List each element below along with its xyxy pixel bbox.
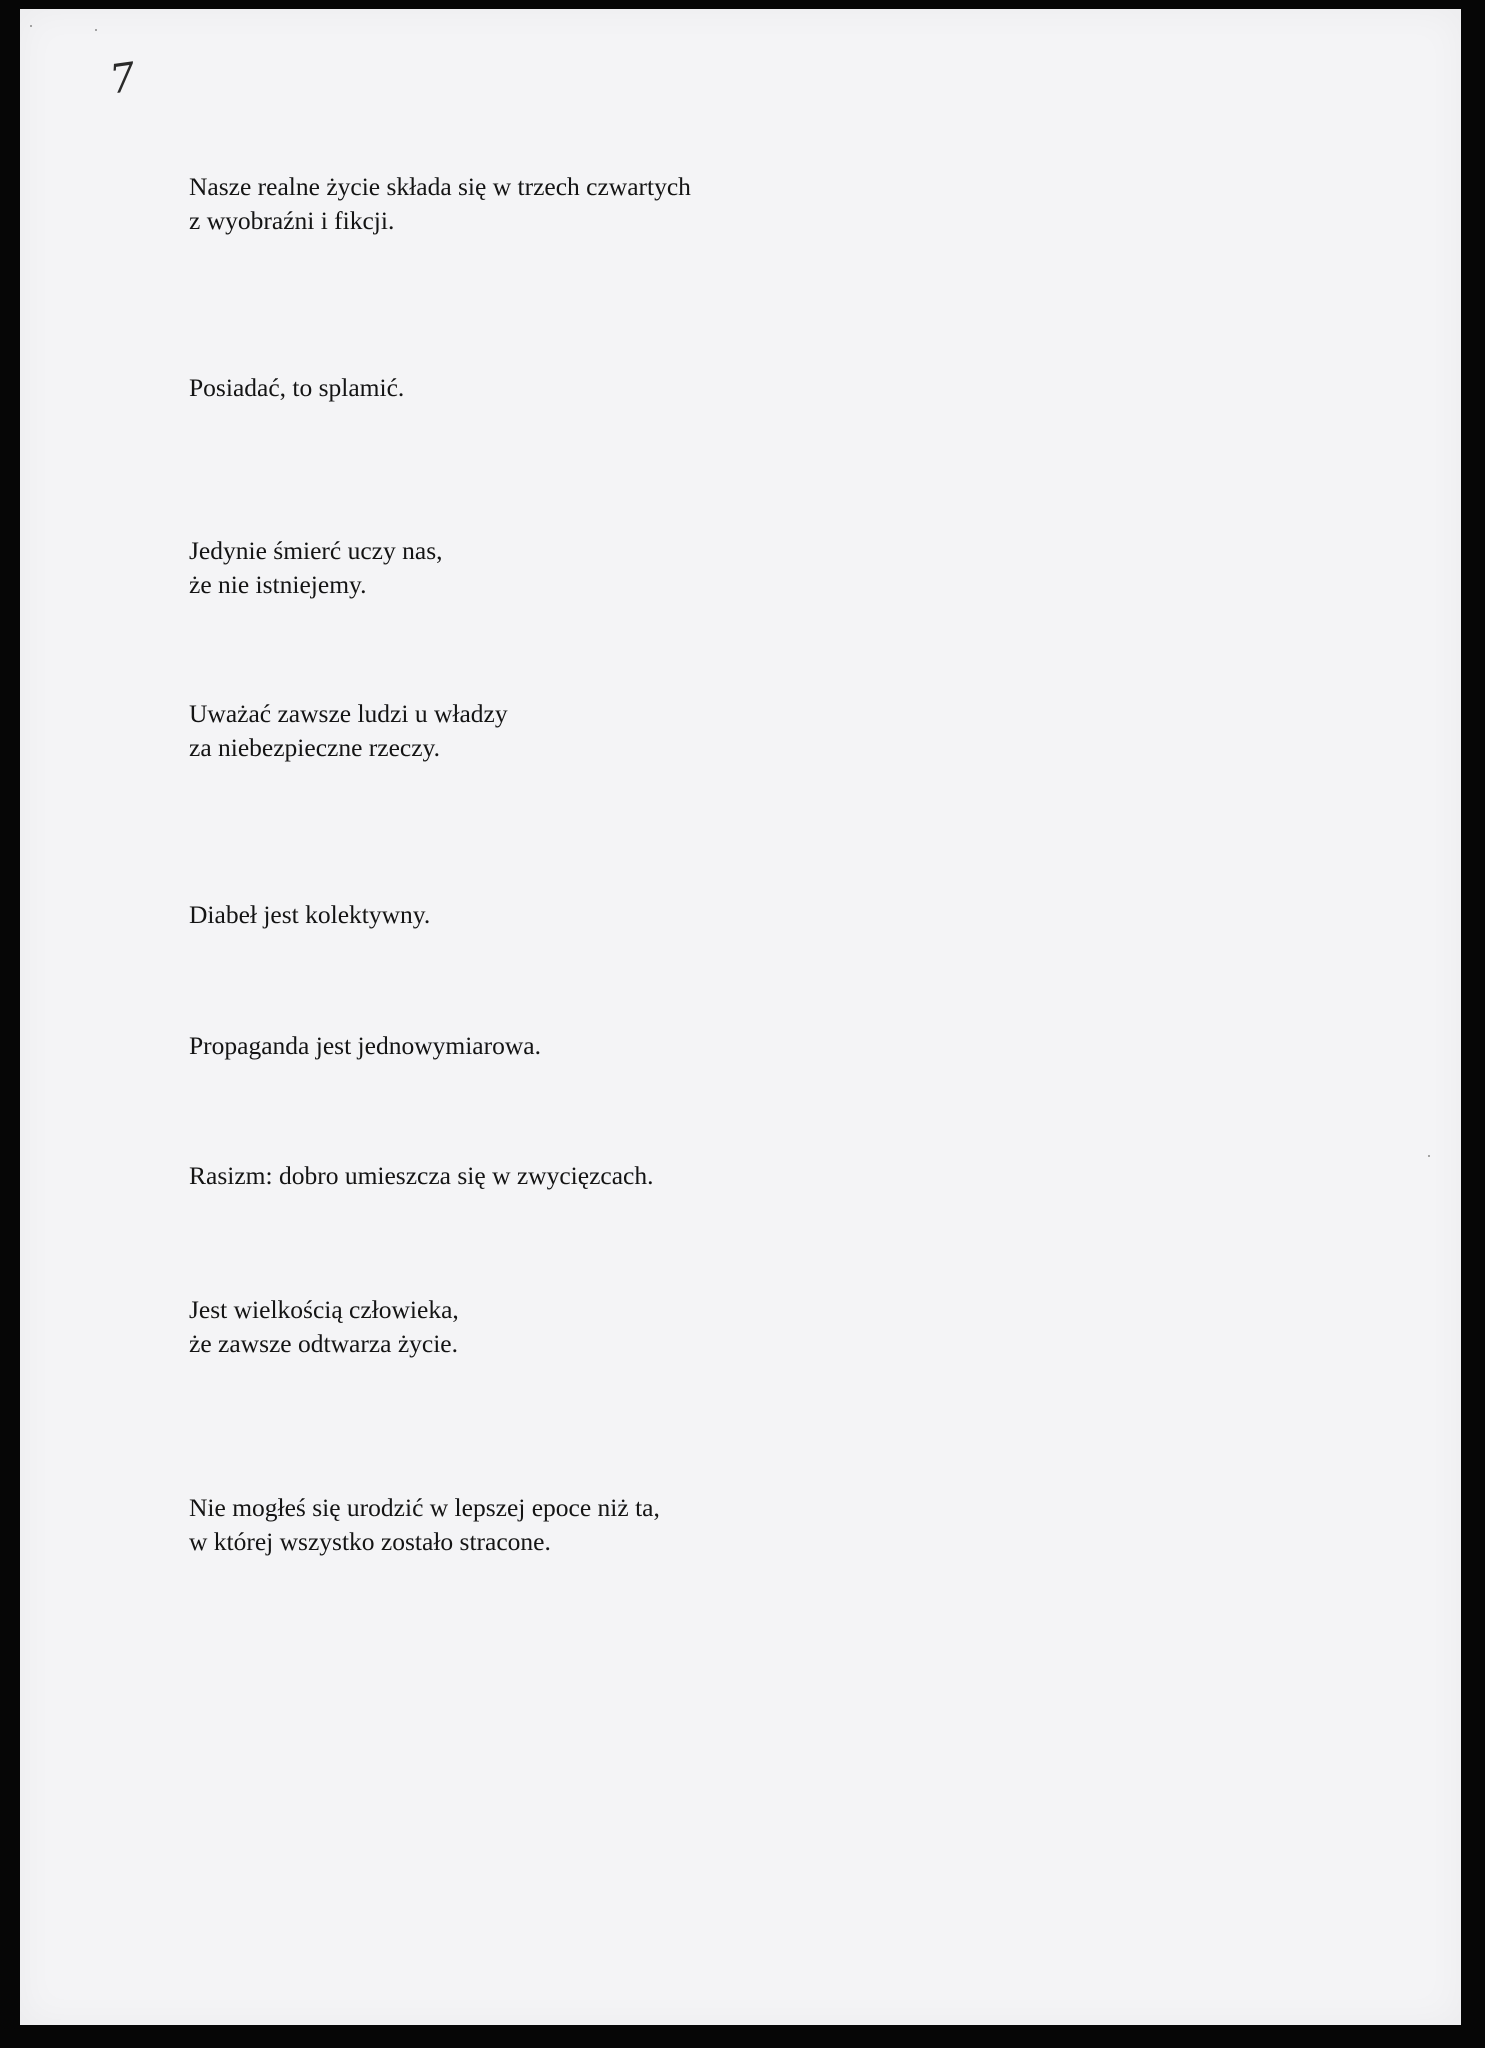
aphorism-line: w której wszystko zostało stracone. bbox=[189, 1527, 551, 1556]
aphorism-7 bbox=[189, 1159, 653, 1193]
aphorism-line: Diabeł jest kolektywny. bbox=[189, 900, 431, 929]
aphorism-8 bbox=[189, 1293, 459, 1361]
aphorism-line: że nie istniejemy. bbox=[189, 570, 367, 599]
aphorism-line: Jest wielkością człowieka, bbox=[189, 1295, 459, 1324]
aphorism-5 bbox=[189, 898, 430, 932]
aphorism-line: Uważać zawsze ludzi u władzy bbox=[189, 699, 508, 728]
dust-speck bbox=[30, 25, 32, 27]
aphorism-line: za niebezpieczne rzeczy. bbox=[189, 733, 441, 762]
dust-speck bbox=[95, 29, 97, 31]
aphorism-1 bbox=[189, 170, 691, 238]
aphorism-line: Jedynie śmierć uczy nas, bbox=[189, 536, 443, 565]
aphorism-6 bbox=[189, 1029, 541, 1063]
aphorism-9 bbox=[189, 1491, 660, 1559]
aphorism-line: Propaganda jest jednowymiarowa. bbox=[189, 1031, 541, 1060]
dust-speck bbox=[1428, 1155, 1430, 1157]
handwritten-page-number: 7 bbox=[106, 54, 139, 104]
aphorism-line: Rasizm: dobro umieszcza się w zwycięzcach. bbox=[189, 1161, 654, 1190]
aphorism-line: Nie mogłeś się urodzić w lepszej epoce niż ta, bbox=[189, 1493, 660, 1522]
aphorism-line: Nasze realne życie składa się w trzech czwartych bbox=[189, 172, 691, 201]
aphorism-4 bbox=[189, 697, 508, 765]
aphorism-line: że zawsze odtwarza życie. bbox=[189, 1329, 458, 1358]
document-page bbox=[20, 9, 1461, 2025]
aphorism-2 bbox=[189, 371, 404, 405]
aphorism-line: z wyobraźni i fikcji. bbox=[189, 206, 395, 235]
aphorism-3 bbox=[189, 534, 443, 602]
aphorism-line: Posiadać, to splamić. bbox=[189, 373, 405, 402]
